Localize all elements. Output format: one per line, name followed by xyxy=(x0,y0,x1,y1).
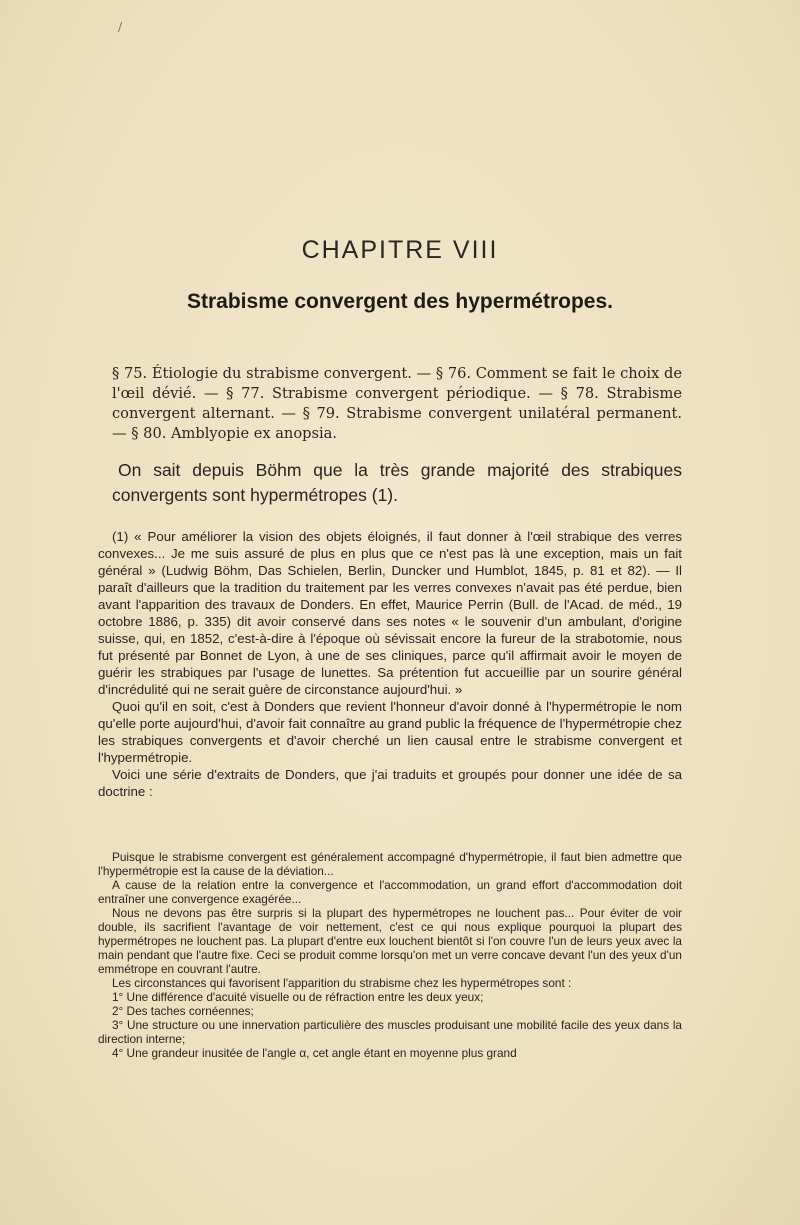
donders-quote xyxy=(98,850,682,1060)
quote-list-item: 3° Une structure ou une innervation particulière des muscles produisant une mobilité facile des yeux dans la direction interne; xyxy=(98,1018,682,1046)
quote-list-item: 1° Une différence d'acuité visuelle ou de réfraction entre les deux yeux; xyxy=(112,990,484,1004)
intro-paragraph: On sait depuis Böhm que la très grande majorité des strabiques convergents sont hypermétropes (1). xyxy=(112,460,682,505)
footnote-paragraph: Quoi qu'il en soit, c'est à Donders que revient l'honneur d'avoir donné à l'hypermétropie le nom qu'elle porte aujourd'hui, d'avoir fait connaître au grand public la fréquence de l'hypermétropie chez les strabiques convergents et d'avoir cherché un lien causal entre le strabisme convergent et l'hypermétropie. xyxy=(98,699,682,765)
quote-paragraph: A cause de la relation entre la convergence et l'accommodation, un grand effort d'accommodation doit entraîner une convergence exagérée... xyxy=(98,878,682,906)
quote-list-item: 4° Une grandeur inusitée de l'angle α, cet angle étant en moyenne plus grand xyxy=(112,1046,517,1060)
section-summary: § 75. Étiologie du strabisme convergent. — § 76. Comment se fait le choix de l'œil dévié. — § 77. Strabisme convergent périodique. — § 78. Strabisme convergent alternant. — § 79. Strabisme convergent unilatéral permanent. — § 80. Amblyopie ex anopsia. xyxy=(112,365,682,442)
footnote xyxy=(98,528,682,800)
quote-list-item: 2° Des taches cornéennes; xyxy=(112,1004,254,1018)
chapter-title: CHAPITRE VIII xyxy=(301,236,499,264)
quote-paragraph: Les circonstances qui favorisent l'apparition du strabisme chez les hypermétropes sont : xyxy=(112,976,572,990)
chapter-subtitle: Strabisme convergent des hypermétropes. xyxy=(187,290,613,313)
footnote-paragraph: Voici une série d'extraits de Donders, que j'ai traduits et groupés pour donner une idée de sa doctrine : xyxy=(98,767,682,799)
footnote-paragraph: (1) « Pour améliorer la vision des objets éloignés, il faut donner à l'œil strabique des verres convexes... Je me suis assuré de plus en plus que ce n'est pas là une exception, mais un fait général » (Ludwig Böhm, Das Schielen, Berlin, Duncker und Humblot, 1845, p. 81 et 82). — Il paraît d'ailleurs que la tradition du traitement par les verres convexes n'avait pas été perdue, bien avant l'apparition des travaux de Donders. En effet, Maurice Perrin (Bull. de l'Acad. de méd., 19 octobre 1886, p. 335) dit avoir conservé dans ses notes « le souvenir d'un ambulant, d'origine suisse, qui, en 1852, c'est-à-dire à l'époque où sévissait encore la fureur de la strabotomie, nous fut présenté par Bonnet de Lyon, à une de ses cliniques, parce qu'il affirmait avoir le moyen de guérir les strabiques par l'usage de lunettes. Sa prétention fut accueillie par un sourire général d'incrédulité qui ne serait guère de circonstance aujourd'hui. » xyxy=(98,529,682,697)
page-mark: / xyxy=(118,20,123,34)
quote-paragraph: Nous ne devons pas être surpris si la plupart des hypermétropes ne louchent pas... Pour éviter de voir double, ils sacrifient l'avantage de voir nettement, c'est ce qui nous explique pourquoi la plupart des hypermétropes ne louchent pas. La plupart d'entre eux louchent bientôt si l'on couvre l'un de leurs yeux avec la main pendant que l'autre fixe. Ceci se produit comme lorsqu'on met un verre concave devant l'un des yeux d'un emmétrope en couvrant l'autre. xyxy=(98,906,682,976)
quote-paragraph: Puisque le strabisme convergent est généralement accompagné d'hypermétropie, il faut bien admettre que l'hypermétropie est la cause de la déviation... xyxy=(98,850,682,878)
